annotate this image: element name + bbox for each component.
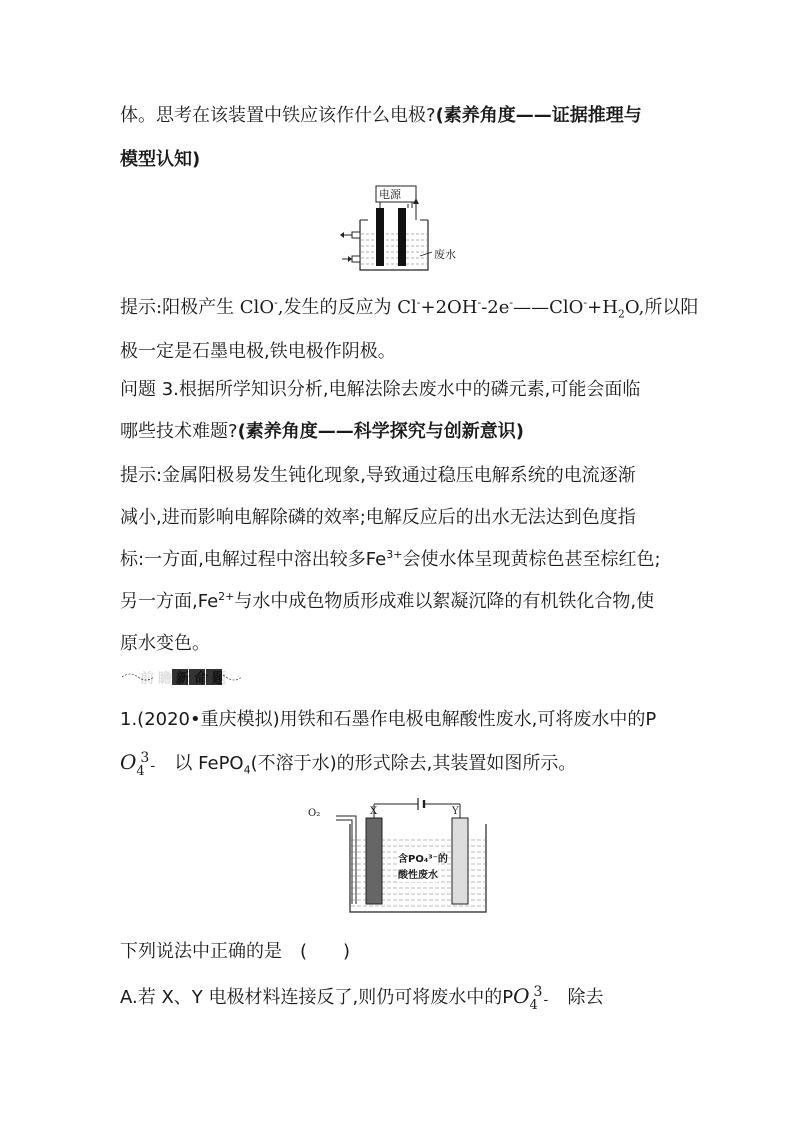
question-text: 哪些技术难题?: [120, 421, 238, 442]
problem-text: 以 FePO: [174, 753, 244, 774]
hint-text: 减小,进而影响电解除磷的效率;电解反应后的出水无法达到色度指: [120, 507, 636, 528]
charge-number: 3: [140, 750, 150, 766]
problem-text: 下列说法中正确的是 ( ): [120, 941, 351, 962]
oxygen-label: O₂: [308, 808, 321, 819]
option-text: A.若 X、Y 电极材料连接反了,则仍可将废水中的P: [120, 987, 514, 1008]
electrolysis-figure-1: [340, 184, 470, 276]
hint2-line-3: [120, 548, 661, 572]
electrolysis-figure-2: [306, 794, 502, 916]
text-line-2: [120, 148, 200, 172]
problem-1-line-1: [120, 708, 656, 732]
hint-text: 提示:阳极产生 ClO: [120, 297, 275, 318]
problem-text: (不溶于水)的形式除去,其装置如图所示。: [250, 753, 577, 774]
problem-1-line-2: [120, 750, 577, 779]
charge-sign: -: [150, 758, 156, 774]
electrode-x-label: X: [370, 806, 378, 817]
formula-o: O: [120, 750, 137, 774]
hint2-line-5: [120, 632, 210, 656]
formula-o: O: [513, 984, 530, 1008]
hint-text: +H: [587, 297, 618, 318]
subscript-number: 4: [136, 764, 145, 779]
option-text: 除去: [567, 987, 604, 1008]
literacy-tag: (素养角度——证据推理与: [435, 105, 642, 126]
question-3-line-1: [120, 378, 640, 402]
hint-line-2: [120, 340, 396, 364]
subscript-number: 4: [529, 998, 538, 1013]
problem-question: [120, 940, 350, 964]
electrode-y-label: Y: [452, 806, 459, 817]
superscript: 3+: [386, 548, 403, 561]
option-a[interactable]: [120, 984, 604, 1013]
hint2-line-2: [120, 506, 636, 530]
hint-text: +2OH: [420, 297, 478, 318]
hint-text: ——ClO: [513, 297, 584, 318]
question-3-line-2: [120, 420, 524, 444]
hint-text: 会使水体呈现黄棕色甚至棕红色;: [402, 549, 661, 570]
charge-number: 3: [533, 984, 543, 1000]
power-label: 电源: [379, 188, 401, 201]
hint2-line-4: [120, 590, 654, 614]
hint-text: O,所以阳: [624, 297, 699, 318]
question-text: 问题 3.根据所学知识分析,电解法除去废水中的磷元素,可能会面临: [120, 379, 641, 400]
solution-label-2: 酸性废水: [398, 870, 438, 881]
hint-text: -2e: [481, 297, 510, 318]
hint-text: 极一定是石墨电极,铁电极作阴极。: [120, 341, 396, 362]
waste-water-label: 废水: [434, 248, 456, 261]
subscript: 2: [617, 307, 625, 321]
charge-sign: -: [543, 992, 549, 1008]
formula-charge: [529, 984, 567, 1013]
literacy-tag-cont: 模型认知): [120, 149, 201, 170]
formula-charge: [136, 750, 174, 779]
problem-text: 1.(2020•重庆模拟)用铁和石墨作电极电解酸性废水,可将废水中的P: [120, 709, 657, 730]
banner-text: 前瞻新命题: [140, 671, 230, 687]
solution-label-1: 含PO₄³⁻的: [398, 854, 448, 865]
subscript: 4: [243, 763, 251, 777]
superscript: -: [274, 296, 278, 309]
superscript: -: [583, 296, 588, 309]
superscript: 2+: [218, 590, 235, 603]
superscript: -: [477, 296, 482, 309]
superscript: -: [416, 296, 421, 309]
hint-text: 与水中成色物质形成难以絮凝沉降的有机铁化合物,使: [234, 591, 655, 612]
literacy-tag: (素养角度——科学探究与创新意识): [237, 421, 525, 442]
hint-text: 另一方面,Fe: [120, 591, 219, 612]
hint-text: 提示:金属阳极易发生钝化现象,导致通过稳压电解系统的电流逐渐: [120, 465, 636, 486]
question-text: 体。思考在该装置中铁应该作什么电极?: [120, 105, 436, 126]
hint-text: 原水变色。: [120, 633, 210, 654]
section-banner: [120, 667, 244, 687]
superscript: -: [509, 296, 514, 309]
text-line-1: [120, 104, 642, 128]
hint2-line-1: [120, 464, 636, 488]
hint-text: ,发生的反应为 Cl: [277, 297, 417, 318]
hint-line-1: [120, 296, 698, 320]
hint-text: 标:一方面,电解过程中溶出较多Fe: [120, 549, 387, 570]
